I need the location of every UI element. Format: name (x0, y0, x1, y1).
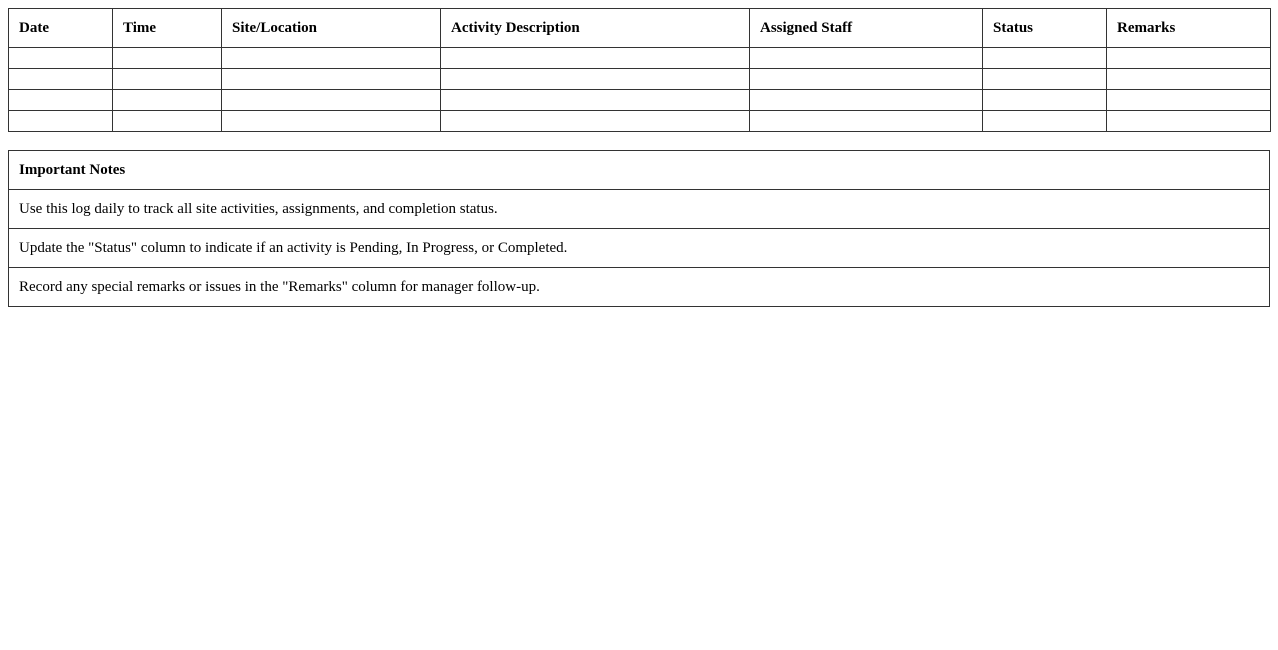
cell-time[interactable] (113, 90, 222, 111)
cell-assigned-staff[interactable] (750, 69, 983, 90)
cell-activity-description[interactable] (441, 48, 750, 69)
cell-status[interactable] (983, 111, 1107, 132)
cell-assigned-staff[interactable] (750, 90, 983, 111)
note-row (9, 268, 1270, 307)
cell-remarks[interactable] (1107, 48, 1271, 69)
cell-time[interactable] (113, 69, 222, 90)
cell-activity-description[interactable] (441, 90, 750, 111)
cell-site-location[interactable] (222, 111, 441, 132)
table-row (9, 69, 1271, 90)
column-header-date: Date (9, 9, 113, 48)
column-header-remarks: Remarks (1107, 9, 1271, 48)
cell-status[interactable] (983, 69, 1107, 90)
note-item: Use this log daily to track all site activities, assignments, and completion status. (9, 190, 1270, 229)
cell-assigned-staff[interactable] (750, 48, 983, 69)
column-header-status: Status (983, 9, 1107, 48)
cell-time[interactable] (113, 48, 222, 69)
header-row (9, 9, 1271, 48)
table-row (9, 48, 1271, 69)
cell-activity-description[interactable] (441, 69, 750, 90)
column-header-site-location: Site/Location (222, 9, 441, 48)
note-row (9, 190, 1270, 229)
cell-remarks[interactable] (1107, 90, 1271, 111)
table-row (9, 111, 1271, 132)
note-row (9, 229, 1270, 268)
cell-date[interactable] (9, 69, 113, 90)
cell-site-location[interactable] (222, 90, 441, 111)
activity-log-table (8, 8, 1271, 132)
cell-remarks[interactable] (1107, 69, 1271, 90)
note-item: Record any special remarks or issues in the "Remarks" column for manager follow-up. (9, 268, 1270, 307)
table-row (9, 90, 1271, 111)
cell-date[interactable] (9, 90, 113, 111)
important-notes-table (8, 150, 1270, 307)
note-item: Update the "Status" column to indicate if an activity is Pending, In Progress, or Completed. (9, 229, 1270, 268)
cell-assigned-staff[interactable] (750, 111, 983, 132)
cell-site-location[interactable] (222, 48, 441, 69)
column-header-activity-description: Activity Description (441, 9, 750, 48)
cell-site-location[interactable] (222, 69, 441, 90)
cell-status[interactable] (983, 90, 1107, 111)
cell-activity-description[interactable] (441, 111, 750, 132)
cell-date[interactable] (9, 48, 113, 69)
cell-time[interactable] (113, 111, 222, 132)
notes-heading: Important Notes (9, 151, 1270, 190)
notes-heading-row (9, 151, 1270, 190)
cell-date[interactable] (9, 111, 113, 132)
cell-remarks[interactable] (1107, 111, 1271, 132)
cell-status[interactable] (983, 48, 1107, 69)
column-header-assigned-staff: Assigned Staff (750, 9, 983, 48)
column-header-time: Time (113, 9, 222, 48)
